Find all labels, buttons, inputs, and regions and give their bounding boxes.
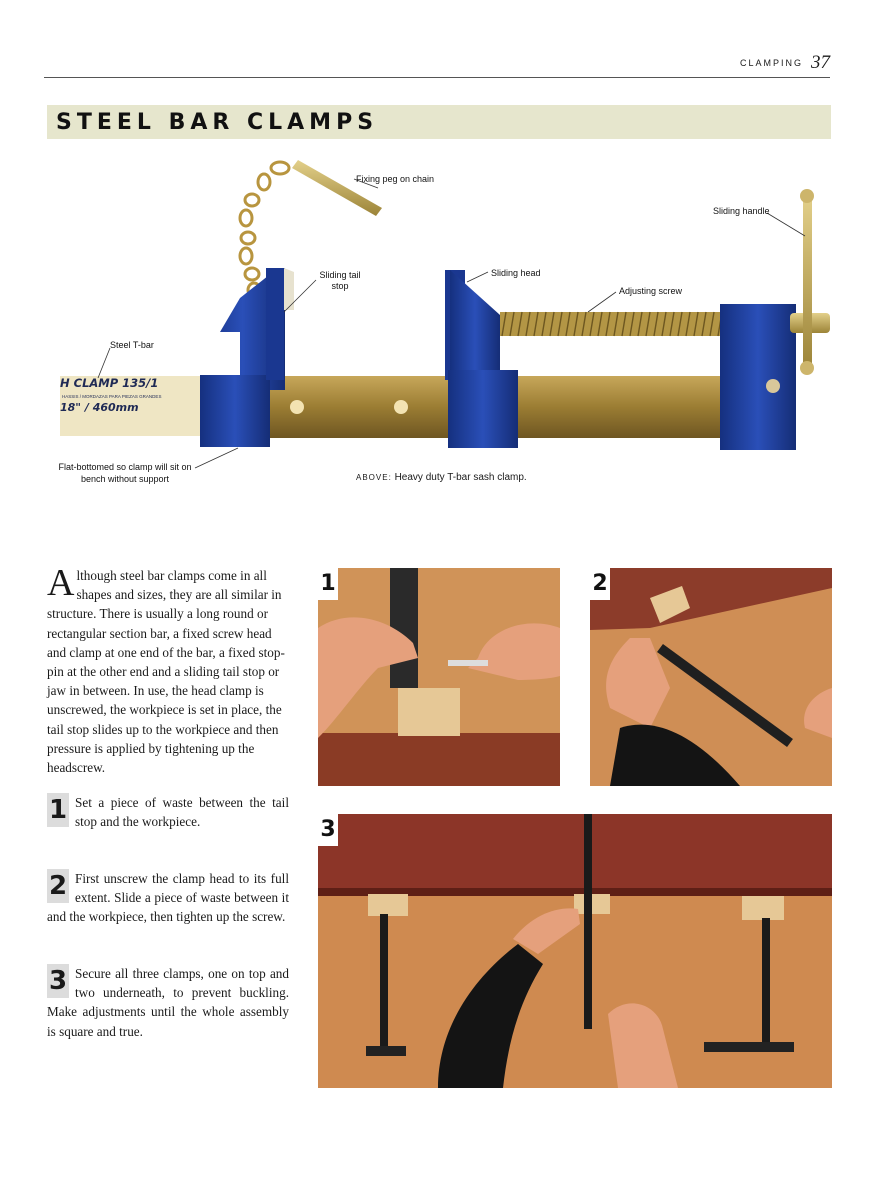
step-2 — [47, 869, 289, 927]
label-flat-bottomed-1: Flat-bottomed so clamp will sit on — [58, 462, 192, 472]
photo-3-image — [318, 814, 832, 1088]
bar-subline-text: HASSIS / MORDAZAS PARA PIEZAS GRANDES — [62, 394, 162, 399]
label-sliding-tail-stop: Sliding tail stop — [319, 270, 361, 291]
label-sliding-head: Sliding head — [491, 268, 541, 278]
step-photo-2 — [590, 568, 832, 786]
page-number: 37 — [811, 52, 830, 73]
photo-2-image — [590, 568, 832, 786]
label-steel-tbar: Steel T-bar — [110, 340, 154, 350]
page-title: STEEL BAR CLAMPS — [56, 110, 379, 135]
step-photo-3 — [318, 814, 832, 1088]
photo-badge: 1 — [318, 568, 338, 600]
step-number: 2 — [48, 871, 68, 901]
photo-1-image — [318, 568, 560, 786]
drop-cap: A — [47, 562, 75, 604]
fixed-screw-head — [720, 304, 796, 450]
figure-caption — [356, 472, 527, 483]
step-text: Secure all three clamps, one on top and two underneath, to prevent buckling. Make adjustments until the whole assembly is square and true. — [47, 966, 289, 1039]
photo-badge: 3 — [318, 814, 338, 846]
label-sliding-handle: Sliding handle — [713, 206, 770, 216]
sliding-handle — [803, 194, 812, 370]
step-text: Set a piece of waste between the tail stop and the workpiece. — [75, 795, 289, 830]
step-number: 1 — [48, 795, 68, 825]
bar-peg-hole-1 — [290, 400, 304, 414]
tbar-clamp-drawing — [40, 150, 840, 470]
label-adjusting-screw: Adjusting screw — [619, 286, 683, 296]
label-flat-bottomed-2: bench without support — [80, 474, 170, 484]
step-3 — [47, 964, 289, 1041]
bar-model-text: H CLAMP 135/1 — [60, 376, 159, 390]
step-photo-1 — [318, 568, 560, 786]
section-name: CLAMPING — [739, 58, 803, 68]
step-number: 3 — [48, 966, 68, 996]
header-rule — [44, 77, 830, 78]
intro-text: lthough steel bar clamps come in all shapes and sizes, they are all similar in structure. There is usually a long round or rectangular section bar, a fixed screw head and clamp at one end of the bar, a fixed stop-pin at the other end and a sliding tail stop or jaw in between. In use, the head clamp is unscrewed, the workpiece is set in place, the tail stop slides up to the workpiece and then pressure is applied by tightening up the headscrew. — [47, 568, 285, 776]
label-fixing-peg: Fixing peg on chain — [356, 174, 435, 184]
intro-paragraph — [47, 562, 289, 777]
fixing-peg — [292, 160, 382, 216]
caption-text: Heavy duty T-bar sash clamp. — [394, 472, 527, 483]
caption-prefix: ABOVE: — [356, 473, 392, 482]
photo-badge: 2 — [590, 568, 610, 600]
bar-size-text: 18" / 460mm — [60, 401, 139, 414]
bar-peg-hole-2 — [394, 400, 408, 414]
step-1 — [47, 793, 289, 831]
title-band — [47, 105, 831, 139]
step-text: First unscrew the clamp head to its full extent. Slide a piece of waste between it and the workpiece, then tighten up the screw. — [47, 871, 289, 925]
running-header — [700, 52, 830, 74]
sliding-head-body — [450, 270, 500, 375]
